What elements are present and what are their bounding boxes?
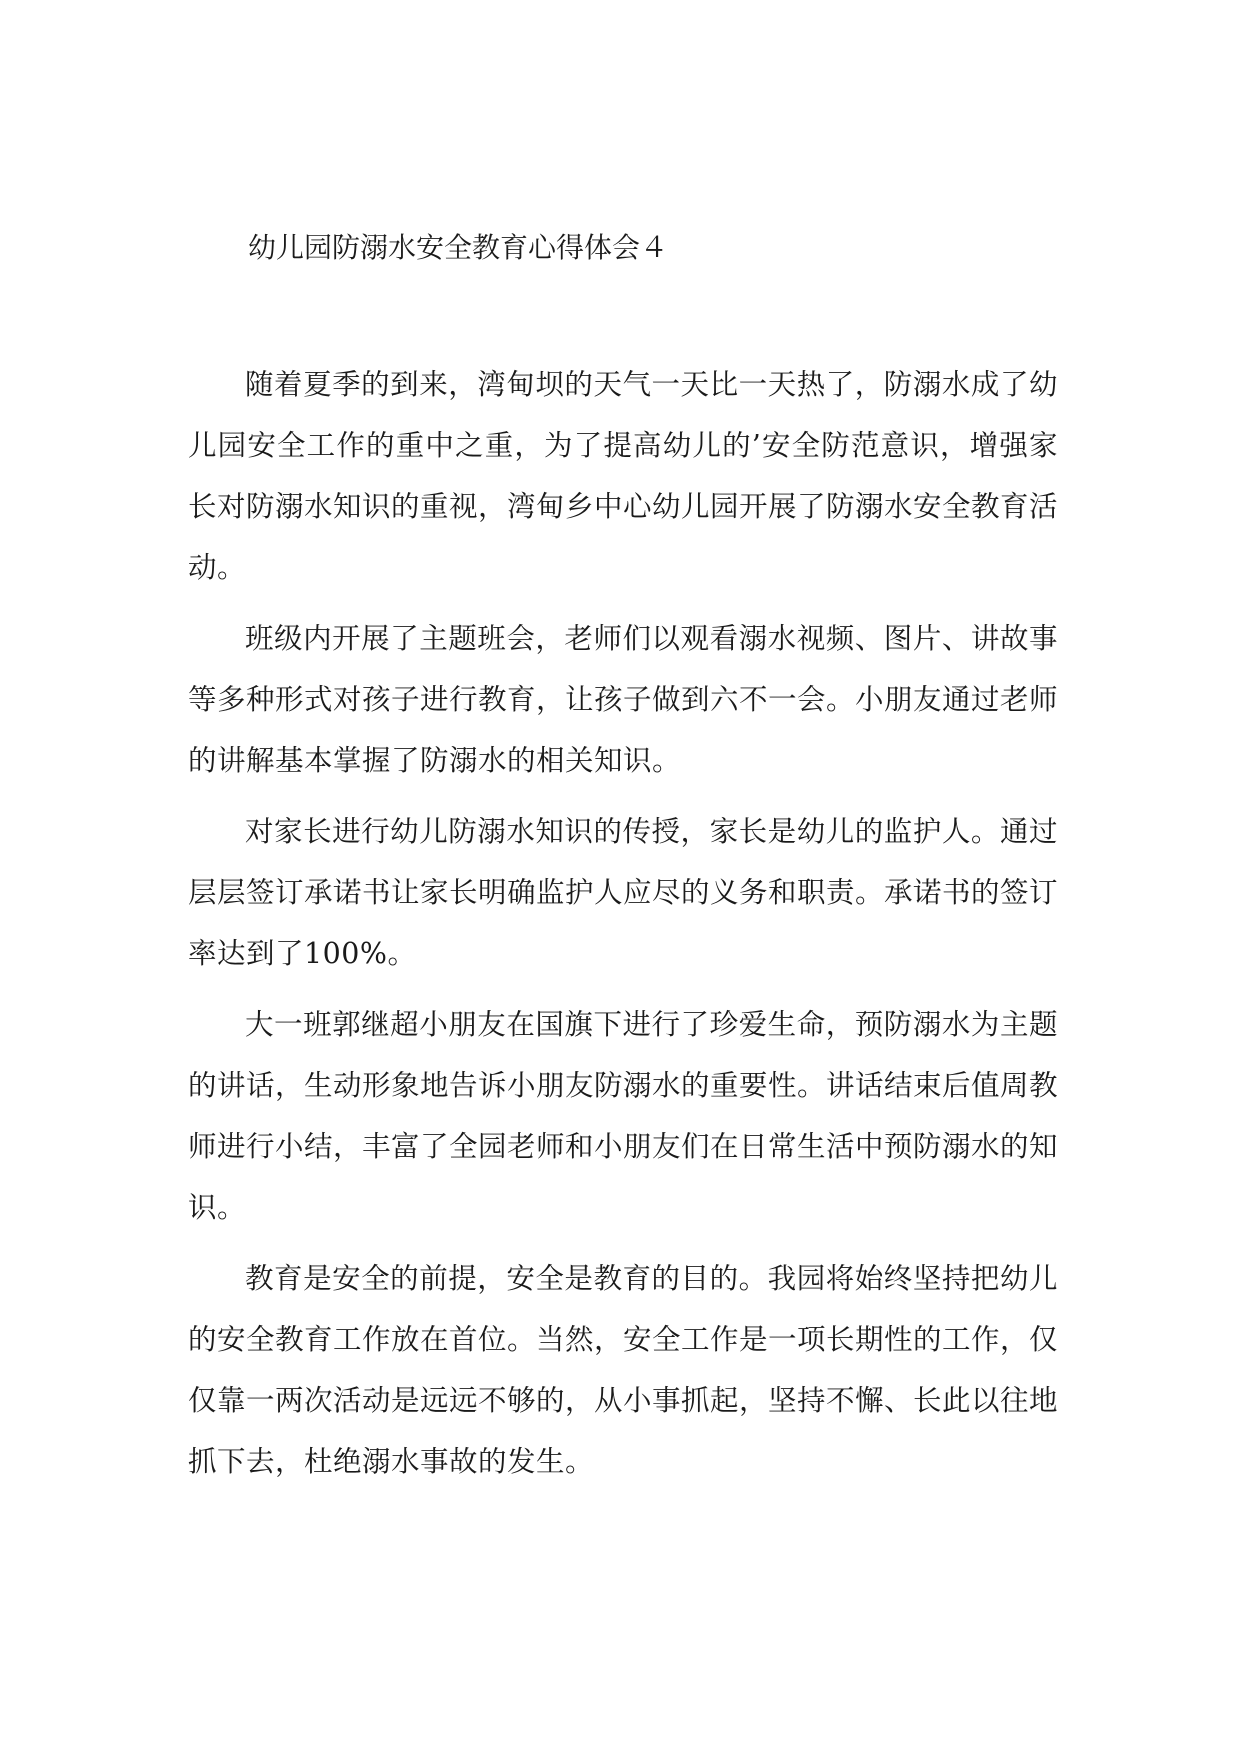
paragraph: 大一班郭继超小朋友在国旗下进行了珍爱生命，预防溺水为主题的讲话，生动形象地告诉小朋友防溺水的重要性。讲话结束后值周教师进行小结，丰富了全园老师和小朋友们在日常生活中预防溺水的知识。 [188,1008,1059,1224]
paragraph: 班级内开展了主题班会，老师们以观看溺水视频、图片、讲故事等多种形式对孩子进行教育，让孩子做到六不一会。小朋友通过老师的讲解基本掌握了防溺水的相关知识。 [188,622,1059,777]
paragraph: 对家长进行幼儿防溺水知识的传授，家长是幼儿的监护人。通过层层签订承诺书让家长明确监护人应尽的义务和职责。承诺书的签订率达到了100%。 [188,815,1059,970]
document-body [188,354,1058,1502]
paragraph: 随着夏季的到来，湾甸坝的天气一天比一天热了，防溺水成了幼儿园安全工作的重中之重，为了提高幼儿的’安全防范意识，增强家长对防溺水知识的重视，湾甸乡中心幼儿园开展了防溺水安全教育活动。 [188,368,1059,584]
document-title: 幼儿园防溺水安全教育心得体会４ [248,231,669,264]
paragraph: 教育是安全的前提，安全是教育的目的。我园将始终坚持把幼儿的安全教育工作放在首位。当然，安全工作是一项长期性的工作，仅仅靠一两次活动是远远不够的，从小事抓起，坚持不懈、长此以往地抓下去，杜绝溺水事故的发生。 [188,1262,1059,1478]
